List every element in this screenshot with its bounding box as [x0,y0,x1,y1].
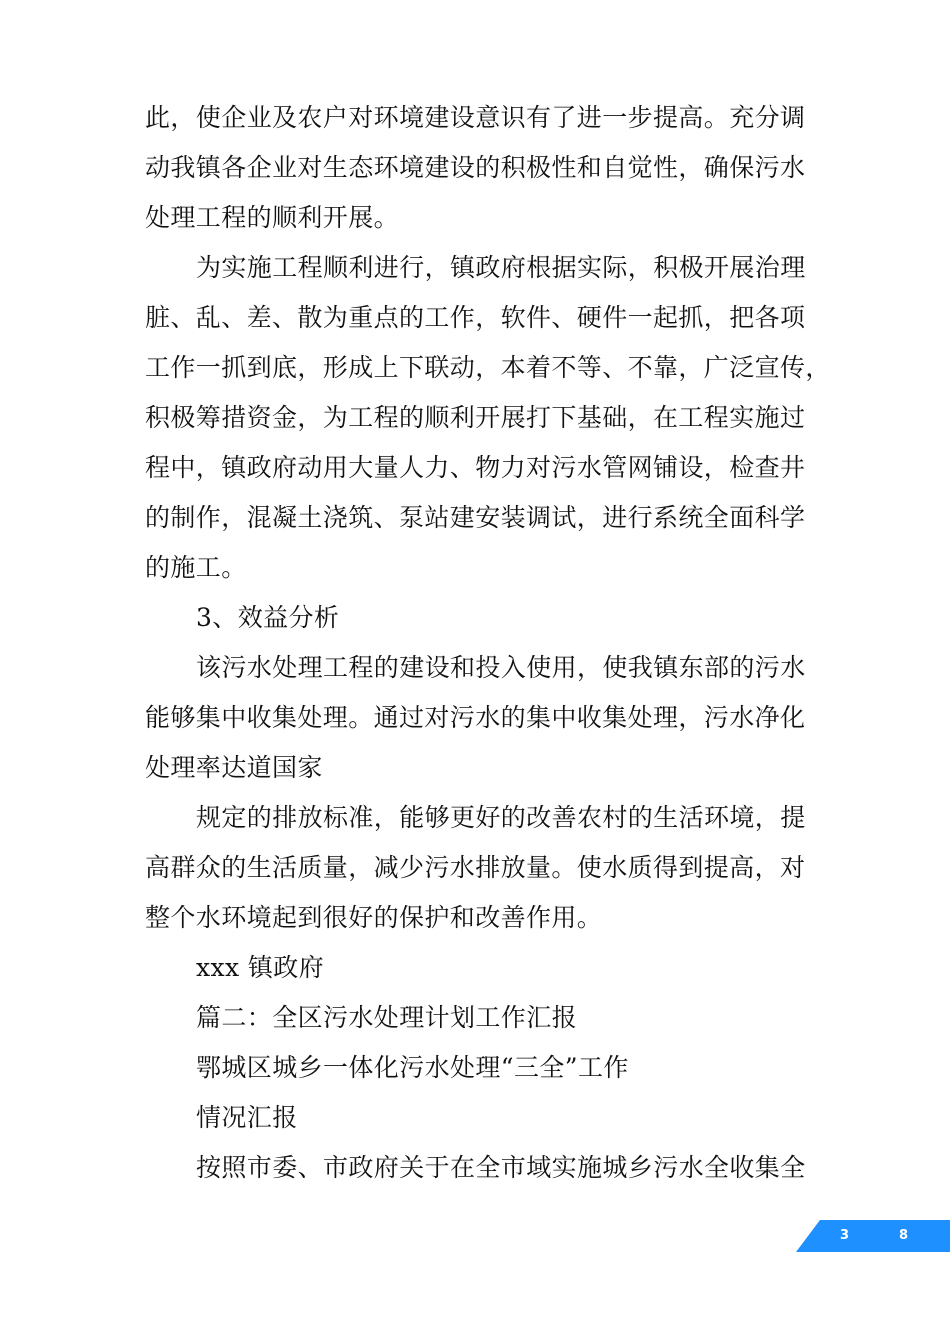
text-line: 的制作，混凝土浇筑、泵站建安装调试，进行系统全面科学 [145,503,806,532]
text-line: 处理率达道国家 [145,753,323,782]
text-line: 积极筹措资金，为工程的顺利开展打下基础，在工程实施过 [145,403,806,432]
report-title: 鄂城区城乡一体化污水处理“三全”工作 [196,1053,629,1082]
section-heading: 3、效益分析 [196,603,340,632]
text-line: 的施工。 [145,553,247,582]
text-line: 此，使企业及农户对环境建设意识有了进一步提高。充分调 [145,103,806,132]
text-line: 能够集中收集处理。通过对污水的集中收集处理，污水净化 [145,703,806,732]
total-page-number: 8 [899,1228,909,1243]
text-line: 程中，镇政府动用大量人力、物力对污水管网铺设，检查井 [145,453,806,482]
text-line: 脏、乱、差、散为重点的工作，软件、硬件一起抓，把各项 [145,303,806,332]
signature-line: xxx 镇政府 [196,953,325,982]
text-line: 按照市委、市政府关于在全市域实施城乡污水全收集全 [196,1153,806,1182]
current-page-number: 3 [840,1228,850,1243]
text-line: 规定的排放标准，能够更好的改善农村的生活环境，提 [196,803,806,832]
text-line: 处理工程的顺利开展。 [145,203,400,232]
text-line: 为实施工程顺利进行，镇政府根据实际，积极开展治理 [196,253,806,282]
text-line: 动我镇各企业对生态环境建设的积极性和自觉性，确保污水 [145,153,806,182]
chapter-title: 篇二：全区污水处理计划工作汇报 [196,1003,578,1032]
page-badge-background [796,1220,950,1252]
page-badge-shape [796,1220,950,1252]
report-title-continued: 情况汇报 [196,1103,298,1132]
text-line: 工作一抓到底，形成上下联动，本着不等、不靠，广泛宣传， [145,353,831,382]
text-line: 高群众的生活质量，减少污水排放量。使水质得到提高，对 [145,853,806,882]
text-line: 整个水环境起到很好的保护和改善作用。 [145,903,603,932]
text-line: 该污水处理工程的建设和投入使用，使我镇东部的污水 [196,653,806,682]
page-number-badge [796,1220,950,1252]
